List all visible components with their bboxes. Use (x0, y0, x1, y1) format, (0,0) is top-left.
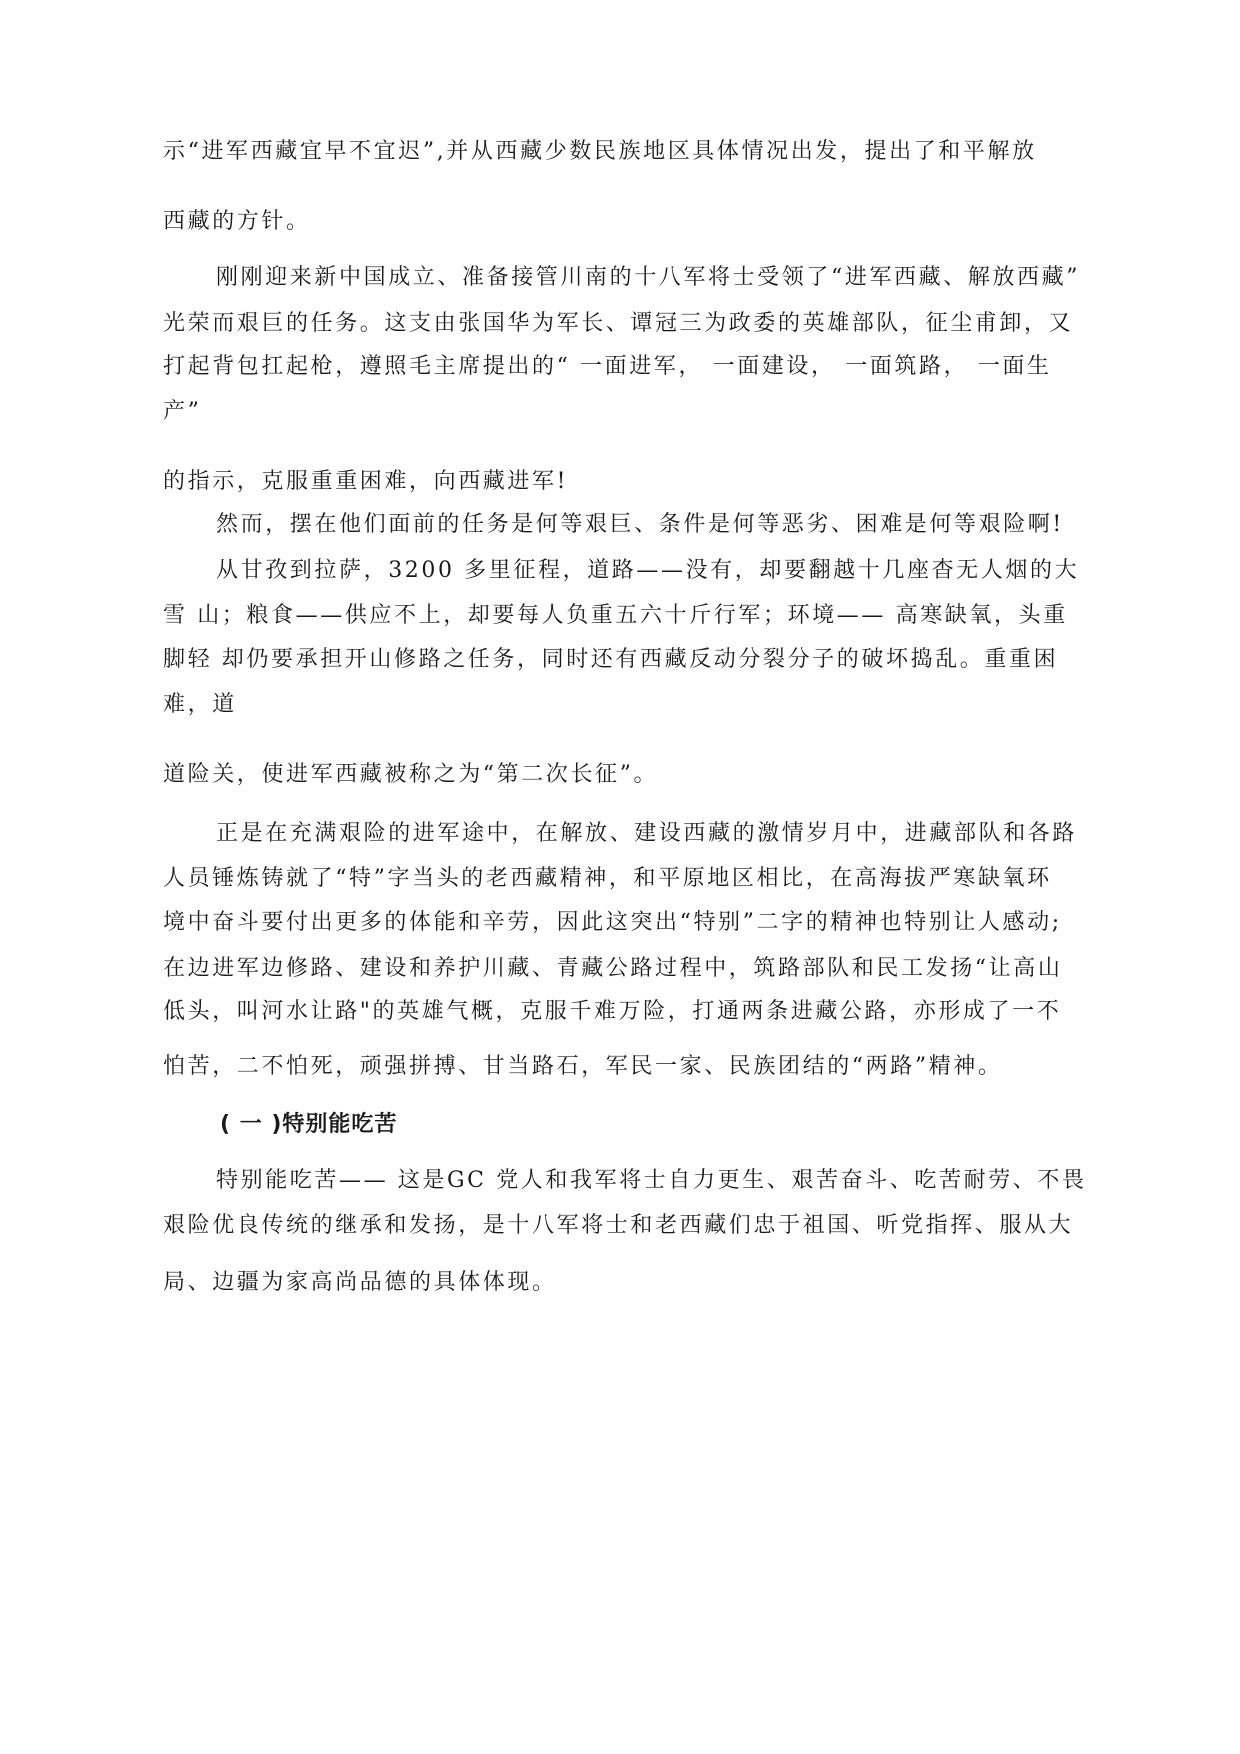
paragraph-line: 西藏的方针。 (163, 209, 311, 234)
paragraph-line: 示“进军西藏宜早不宜迟”,并从西藏少数民族地区具体情况出发，提出了和平解放 (163, 139, 1037, 164)
paragraph-line: 人员锤炼铸就了“特”字当头的老西藏精神，和平原地区相比，在高海拔严寒缺氧环 (163, 866, 1052, 891)
paragraph-line: 道险关，使进军西藏被称之为“第二次长征”。 (163, 762, 659, 787)
paragraph-line: 从甘孜到拉萨，3200 多里征程，道路——没有，却要翻越十几座杳无人烟的大 (216, 558, 1080, 583)
paragraph-line: 刚刚迎来新中国成立、准备接管川南的十八军将士受领了“进军西藏、解放西藏” (216, 265, 1081, 290)
paragraph-line: 在边进军边修路、建设和养护川藏、青藏公路过程中，筑路部队和民工发扬“让高山 (163, 956, 1063, 981)
paragraph-line: 局、边疆为家高尚品德的具体体现。 (163, 1270, 557, 1295)
paragraph-line: 正是在充满艰险的进军途中，在解放、建设西藏的激情岁月中，进藏部队和各路 (216, 821, 1078, 846)
paragraph-line: 雪 山；粮食——供应不上，却要每人负重五六十斤行军；环境—— 高寒缺氧，头重 (163, 603, 1068, 628)
paragraph-line: 境中奋斗要付出更多的体能和辛劳，因此这突出“特别”二字的精神也特别让人感动; (163, 910, 1062, 935)
paragraph-line: 艰险优良传统的继承和发扬，是十八军将士和老西藏们忠于祖国、听党指挥、服从大 (163, 1213, 1074, 1238)
paragraph-line: 打起背包扛起枪，遵照毛主席提出的“ 一面进军， 一面建设， 一面筑路， 一面生 (163, 354, 1052, 379)
paragraph-line: 难，道 (163, 692, 237, 717)
paragraph-line: 怕苦，二不怕死，顽强拼搏、甘当路石，军民一家、民族团结的“两路”精神。 (163, 1054, 1003, 1079)
paragraph-line: 光荣而艰巨的任务。这支由张国华为军长、谭冠三为政委的英雄部队，征尘甫卸，又 (163, 311, 1074, 336)
paragraph-line: 的指示，克服重重困难，向西藏进军! (163, 469, 569, 494)
section-heading: ( 一 )特别能吃苦 (220, 1112, 398, 1137)
paragraph-line: 产” (163, 399, 202, 424)
paragraph-line: 脚轻 却仍要承担开山修路之任务，同时还有西藏反动分裂分子的破坏捣乱。重重困 (163, 647, 1059, 672)
paragraph-line: 低头，叫河水让路"的英雄气概，克服千难万险，打通两条进藏公路，亦形成了一不 (163, 999, 1062, 1024)
paragraph-line: 然而，摆在他们面前的任务是何等艰巨、条件是何等恶劣、困难是何等艰险啊! (216, 512, 1064, 537)
paragraph-line: 特别能吃苦—— 这是GC 党人和我军将士自力更生、艰苦奋斗、吃苦耐劳、不畏 (216, 1168, 1087, 1193)
